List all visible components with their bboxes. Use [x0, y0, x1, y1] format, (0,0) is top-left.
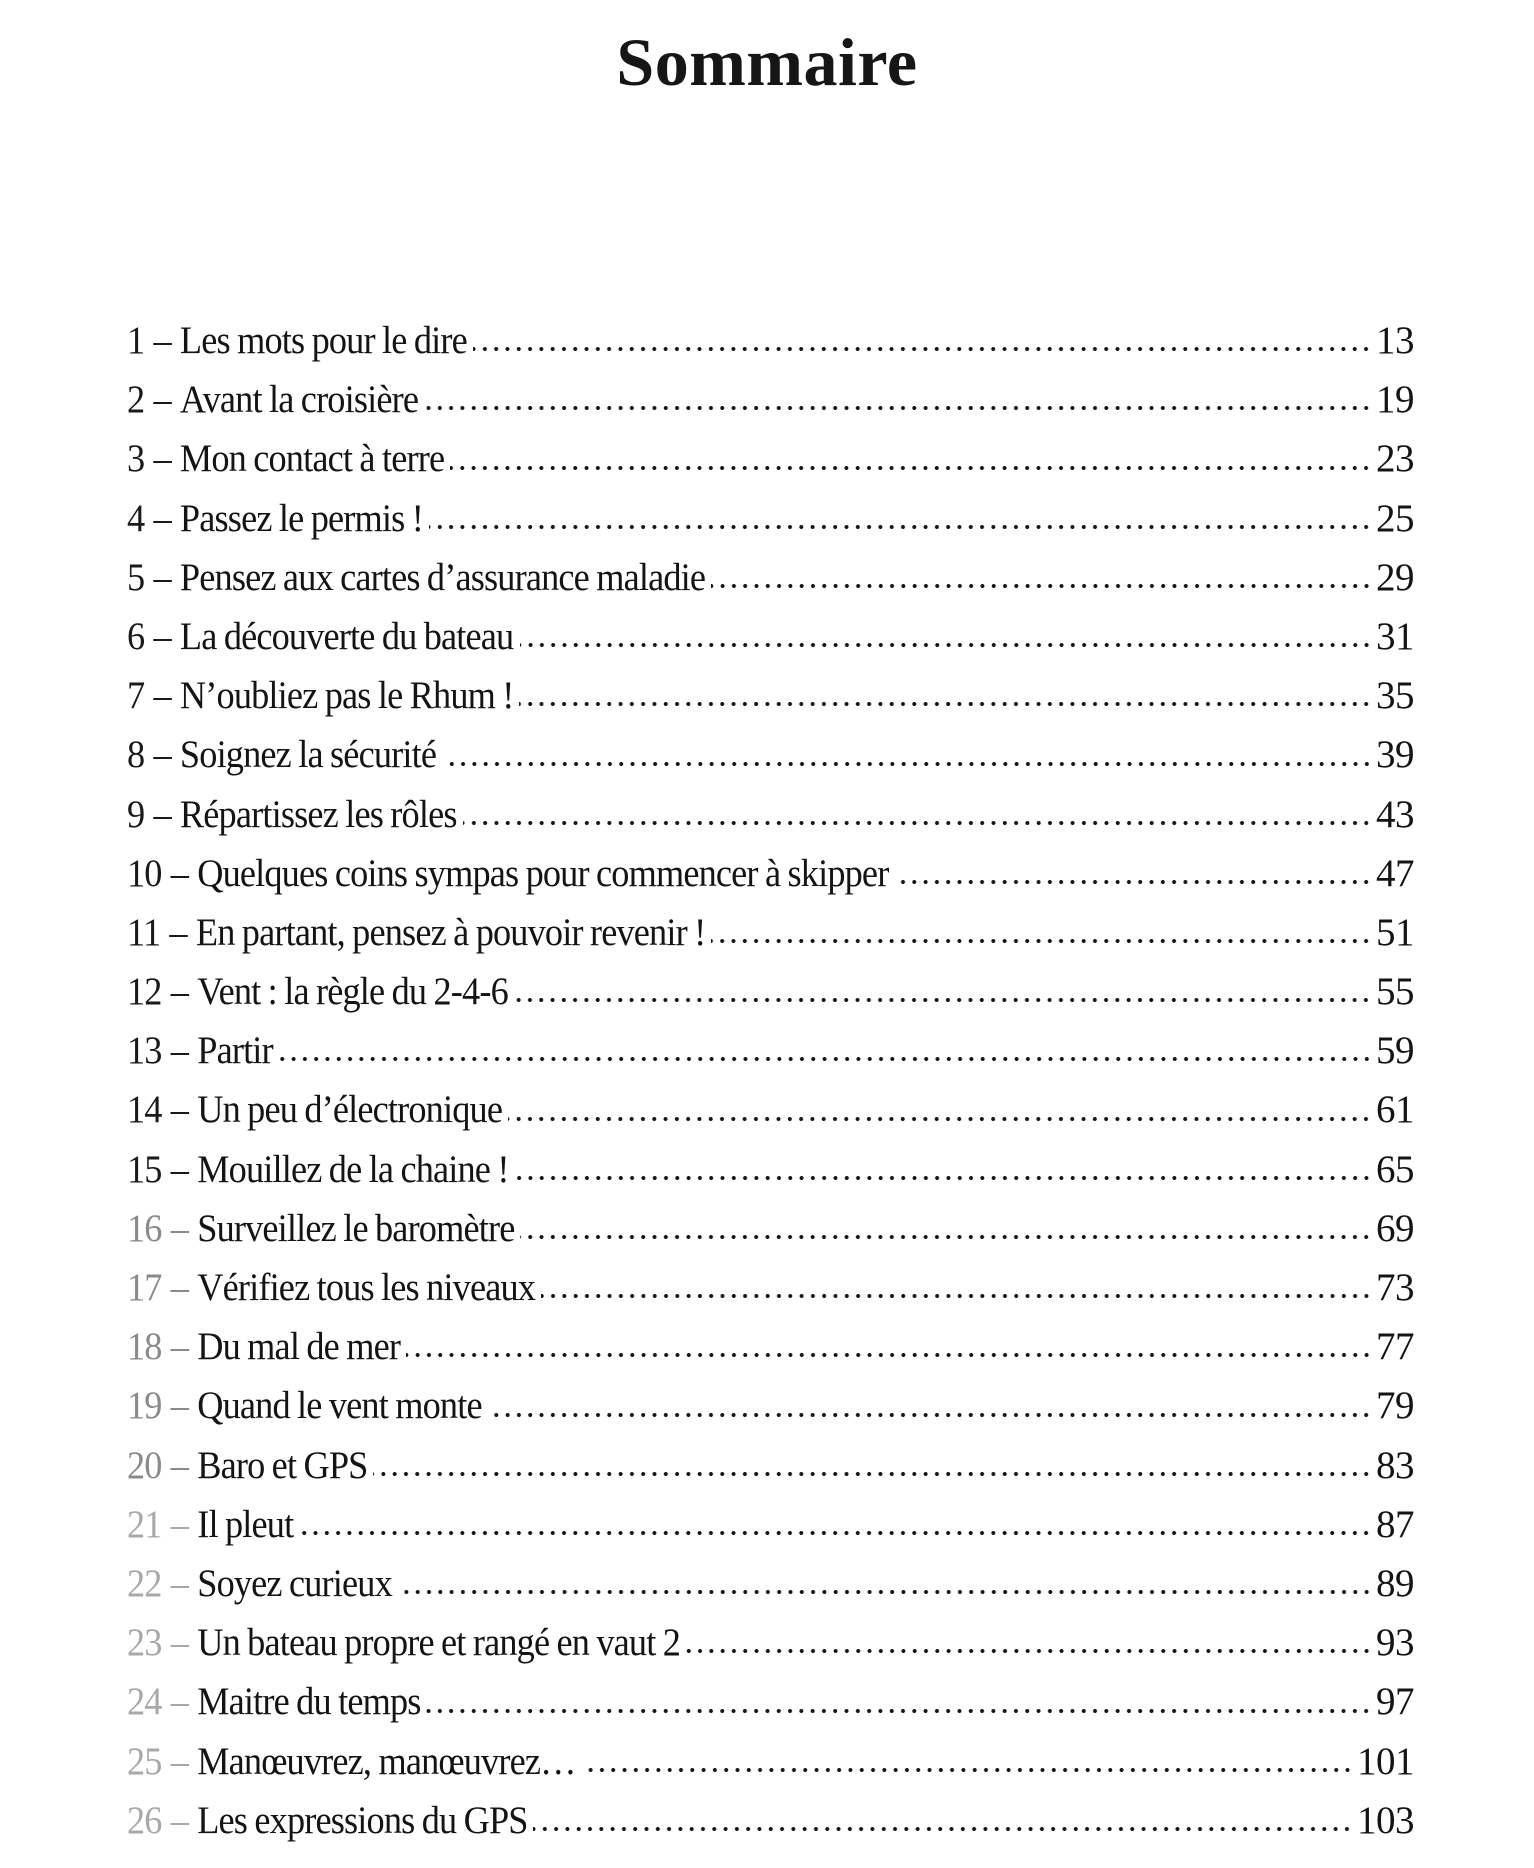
chapter-number: 12 — [127, 970, 162, 1014]
dot-leader — [406, 1349, 1372, 1361]
chapter-number: 23 — [127, 1621, 162, 1665]
chapter-title: Du mal de mer — [197, 1325, 401, 1369]
chapter-separator: – — [146, 378, 179, 422]
dot-leader — [473, 343, 1372, 355]
chapter-separator: – — [163, 1798, 196, 1842]
chapter-separator: – — [146, 555, 179, 599]
toc-entry-label — [127, 1495, 293, 1554]
page-number: 35 — [1376, 674, 1414, 718]
toc-entry-label — [127, 429, 444, 488]
chapter-number: 2 — [127, 378, 145, 422]
chapter-title: La découverte du bateau — [179, 614, 514, 658]
toc-entry-label — [127, 370, 418, 429]
dot-leader — [582, 1764, 1353, 1776]
toc-entry[interactable] — [127, 429, 1414, 488]
toc-entry-label — [127, 666, 514, 725]
chapter-number: 7 — [127, 674, 145, 718]
toc-entry[interactable] — [127, 548, 1414, 607]
chapter-separator: – — [146, 674, 179, 718]
toc-entry-label — [127, 1021, 273, 1080]
chapter-title: En partant, pensez à pouvoir revenir ! — [195, 910, 706, 954]
chapter-number: 26 — [127, 1798, 162, 1842]
page-number: 59 — [1376, 1029, 1414, 1073]
page-number: 25 — [1376, 496, 1414, 540]
page-number: 65 — [1376, 1147, 1414, 1191]
chapter-title: Manœuvrez, manœuvrez… — [197, 1739, 576, 1783]
dot-leader — [686, 1645, 1372, 1657]
page-title: Sommaire — [616, 24, 918, 100]
chapter-number: 4 — [127, 496, 145, 540]
chapter-title: Avant la croisière — [179, 378, 419, 422]
dot-leader — [443, 758, 1372, 770]
toc-entry[interactable] — [127, 1258, 1414, 1317]
chapter-separator: – — [162, 910, 195, 954]
toc-entry-label — [127, 607, 513, 666]
chapter-number: 21 — [127, 1502, 162, 1546]
dot-leader — [424, 402, 1372, 414]
chapter-separator: – — [163, 1266, 196, 1309]
chapter-number: 22 — [127, 1561, 162, 1605]
chapter-title: Soignez la sécurité — [179, 733, 437, 777]
chapter-separator: – — [163, 1206, 196, 1250]
page-number: 83 — [1376, 1443, 1414, 1487]
page-number: 39 — [1376, 733, 1414, 777]
dot-leader — [519, 698, 1372, 710]
toc-entry-label — [127, 725, 436, 784]
chapter-title: Il pleut — [197, 1502, 294, 1546]
chapter-separator: – — [163, 1621, 196, 1665]
page-number: 23 — [1376, 437, 1414, 481]
dot-leader — [426, 1705, 1372, 1717]
toc-entry[interactable] — [127, 1436, 1414, 1495]
chapter-title: Surveillez le baromètre — [197, 1206, 515, 1250]
chapter-number: 11 — [127, 910, 161, 954]
chapter-title: Répartissez les rôles — [179, 792, 457, 836]
dot-leader — [894, 876, 1372, 888]
chapter-number: 5 — [127, 555, 145, 599]
toc-entry[interactable] — [127, 1021, 1414, 1080]
page-number: 13 — [1376, 319, 1414, 362]
toc-entry[interactable] — [127, 370, 1414, 429]
toc-entry-label — [127, 844, 888, 903]
dot-leader — [373, 1468, 1372, 1480]
dot-leader — [513, 994, 1372, 1006]
chapter-separator: – — [163, 851, 196, 895]
chapter-separator: – — [163, 970, 196, 1014]
chapter-separator: – — [163, 1325, 196, 1369]
chapter-title: Maitre du temps — [197, 1680, 421, 1724]
page-number: 73 — [1376, 1266, 1414, 1309]
toc-entry[interactable] — [127, 1140, 1414, 1199]
chapter-separator: – — [163, 1680, 196, 1724]
chapter-number: 9 — [127, 792, 145, 836]
chapter-title: Un peu d’électronique — [197, 1088, 503, 1132]
chapter-number: 20 — [127, 1443, 162, 1487]
chapter-separator: – — [146, 792, 179, 836]
chapter-title: Un bateau propre et rangé en vaut 2 — [197, 1621, 681, 1665]
dot-leader — [520, 639, 1372, 651]
toc-entry-label — [127, 489, 423, 548]
chapter-number: 24 — [127, 1680, 162, 1724]
dot-leader — [711, 935, 1372, 947]
chapter-title: Pensez aux cartes d’assurance maladie — [179, 555, 706, 599]
page-number: 29 — [1376, 555, 1414, 599]
page-number: 89 — [1376, 1561, 1414, 1605]
page-number: 103 — [1357, 1798, 1414, 1842]
toc-entry[interactable] — [127, 725, 1414, 784]
toc-entry-label — [127, 311, 467, 370]
table-of-contents — [127, 311, 1414, 1850]
toc-entry[interactable] — [127, 1317, 1414, 1376]
chapter-title: Quelques coins sympas pour commencer à skipper — [197, 851, 889, 895]
toc-entry-label — [127, 1317, 400, 1376]
chapter-separator: – — [146, 614, 179, 658]
chapter-number: 10 — [127, 851, 162, 895]
chapter-title: Soyez curieux — [197, 1561, 392, 1605]
toc-entry[interactable] — [127, 311, 1414, 370]
toc-entry[interactable] — [127, 1080, 1414, 1139]
chapter-number: 19 — [127, 1384, 162, 1428]
chapter-separator: – — [163, 1029, 196, 1073]
toc-entry[interactable] — [127, 785, 1414, 844]
dot-leader — [279, 1053, 1372, 1065]
dot-leader — [541, 1290, 1372, 1302]
toc-entry[interactable] — [127, 607, 1414, 666]
chapter-title: Les expressions du GPS — [197, 1798, 528, 1842]
toc-entry[interactable] — [127, 962, 1414, 1021]
chapter-title: Quand le vent monte — [197, 1384, 482, 1428]
page-number: 97 — [1376, 1680, 1414, 1724]
chapter-separator: – — [146, 733, 179, 777]
toc-entry-label — [127, 1436, 368, 1495]
page-number: 19 — [1376, 378, 1414, 422]
toc-entry[interactable] — [127, 489, 1414, 548]
toc-entry[interactable] — [127, 844, 1414, 903]
chapter-number: 17 — [127, 1266, 162, 1309]
chapter-number: 1 — [127, 319, 145, 362]
toc-entry-label — [127, 785, 457, 844]
chapter-separator: – — [146, 319, 179, 362]
chapter-separator: – — [146, 437, 179, 481]
chapter-separator: – — [163, 1739, 196, 1783]
chapter-title: Vent : la règle du 2-4-6 — [197, 970, 508, 1014]
toc-entry-label — [127, 1554, 392, 1613]
dot-leader — [463, 817, 1372, 829]
chapter-separator: – — [163, 1561, 196, 1605]
chapter-separator: – — [163, 1147, 196, 1191]
chapter-number: 14 — [127, 1088, 162, 1132]
page-number: 87 — [1376, 1502, 1414, 1546]
toc-entry-label — [127, 1258, 535, 1317]
toc-entry-label — [127, 1199, 514, 1258]
page-number: 31 — [1376, 614, 1414, 658]
chapter-title: Baro et GPS — [197, 1443, 368, 1487]
toc-entry[interactable] — [127, 903, 1414, 962]
toc-entry[interactable] — [127, 1613, 1414, 1672]
toc-entry-label — [127, 1791, 528, 1850]
chapter-number: 25 — [127, 1739, 162, 1783]
chapter-title: Mouillez de la chaine ! — [197, 1147, 509, 1191]
page-number: 61 — [1376, 1088, 1414, 1132]
dot-leader — [398, 1586, 1372, 1598]
toc-entry[interactable] — [127, 1376, 1414, 1435]
dot-leader — [450, 462, 1372, 474]
toc-entry-label — [127, 1140, 509, 1199]
chapter-title: Passez le permis ! — [179, 496, 423, 540]
chapter-separator: – — [163, 1443, 196, 1487]
page-number: 93 — [1376, 1621, 1414, 1665]
chapter-separator: – — [163, 1502, 196, 1546]
chapter-number: 18 — [127, 1325, 162, 1369]
page-number: 43 — [1376, 792, 1414, 836]
toc-entry[interactable] — [127, 1672, 1414, 1731]
chapter-title: Partir — [197, 1029, 273, 1073]
chapter-title: Mon contact à terre — [179, 437, 445, 481]
toc-entry-label — [127, 903, 705, 962]
toc-entry-label — [127, 548, 705, 607]
chapter-number: 6 — [127, 614, 145, 658]
toc-entry[interactable] — [127, 1495, 1414, 1554]
toc-entry[interactable] — [127, 1791, 1414, 1850]
chapter-separator: – — [163, 1088, 196, 1132]
dot-leader — [508, 1113, 1372, 1125]
toc-entry-label — [127, 1080, 502, 1139]
toc-entry[interactable] — [127, 1732, 1414, 1791]
chapter-number: 16 — [127, 1206, 162, 1250]
page-number: 69 — [1376, 1206, 1414, 1250]
chapter-number: 3 — [127, 437, 145, 481]
toc-entry-label — [127, 1672, 421, 1731]
chapter-number: 13 — [127, 1029, 162, 1073]
chapter-title: N’oubliez pas le Rhum ! — [179, 674, 514, 718]
chapter-number: 8 — [127, 733, 145, 777]
toc-entry[interactable] — [127, 666, 1414, 725]
page-number: 77 — [1376, 1325, 1414, 1369]
toc-entry-label — [127, 962, 508, 1021]
toc-entry[interactable] — [127, 1554, 1414, 1613]
dot-leader — [488, 1409, 1372, 1421]
page-number: 51 — [1376, 910, 1414, 954]
toc-entry-label — [127, 1732, 576, 1791]
dot-leader — [515, 1172, 1372, 1184]
chapter-title: Les mots pour le dire — [179, 319, 467, 362]
toc-entry-label — [127, 1376, 482, 1435]
chapter-separator: – — [146, 496, 179, 540]
page-number: 55 — [1376, 970, 1414, 1014]
dot-leader — [429, 521, 1372, 533]
page-number: 101 — [1357, 1739, 1414, 1783]
toc-entry-label — [127, 1613, 680, 1672]
page-number: 79 — [1376, 1384, 1414, 1428]
dot-leader — [299, 1527, 1372, 1539]
chapter-title: Vérifiez tous les niveaux — [197, 1266, 536, 1309]
dot-leader — [711, 580, 1372, 592]
chapter-number: 15 — [127, 1147, 162, 1191]
toc-entry[interactable] — [127, 1199, 1414, 1258]
dot-leader — [533, 1823, 1353, 1835]
page-number: 47 — [1376, 851, 1414, 895]
chapter-separator: – — [163, 1384, 196, 1428]
dot-leader — [520, 1231, 1372, 1243]
